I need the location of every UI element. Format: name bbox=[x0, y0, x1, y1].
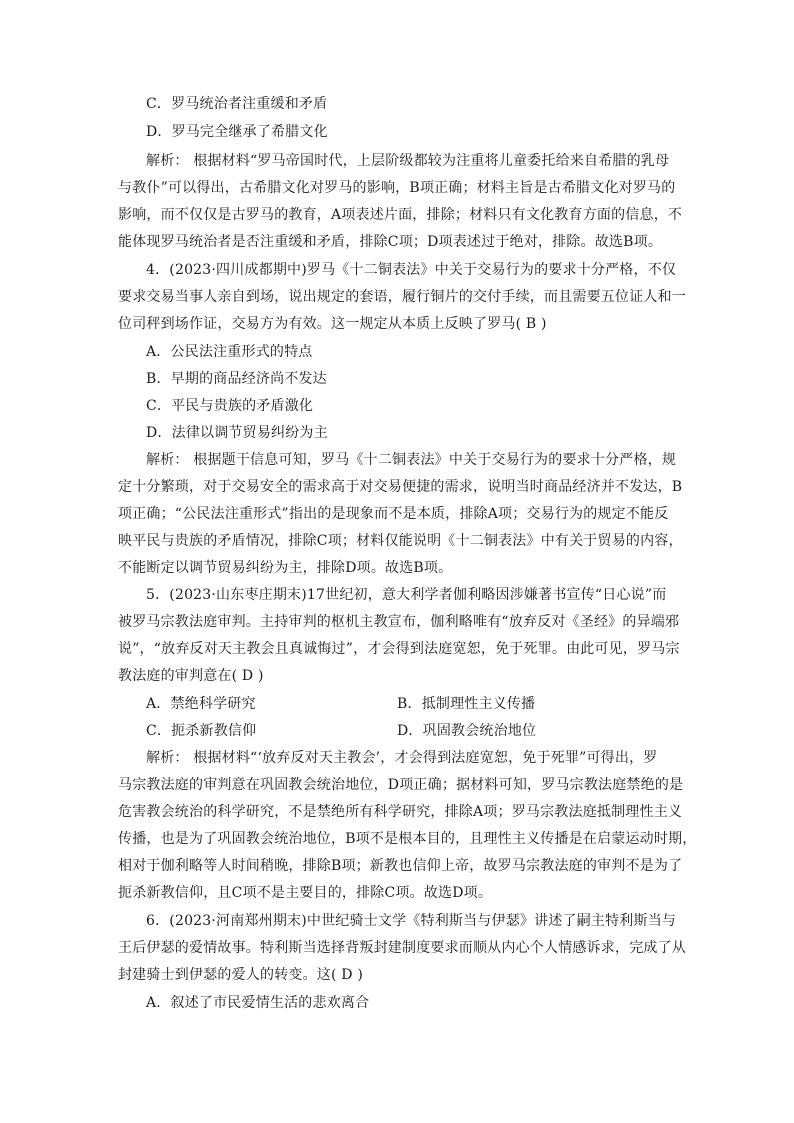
q5-stem-line: 被罗马宗教法庭审判。主持审判的枢机主教宣布，伽利略唯有“放弃反对《圣经》的异端邪 bbox=[118, 614, 680, 630]
q5-stem-line: 教法庭的审判意在( D ) bbox=[118, 668, 264, 684]
q4-analysis-line: 映平民与贵族的矛盾情况，排除C项；材料仅能说明《十二铜表法》中有关于贸易的内容， bbox=[118, 533, 683, 549]
q4-analysis-line: 定十分繁琐，对于交易安全的需求高于对交易便捷的需求，说明当时商品经济并不发达，B bbox=[118, 479, 683, 495]
q4-option-c: C．平民与贵族的矛盾激化 bbox=[146, 398, 314, 414]
q5-analysis-line: 马宗教法庭的审判意在巩固教会统治地位，D项正确；据材料可知，罗马宗教法庭禁绝的是 bbox=[118, 777, 684, 793]
q3-analysis-line: 与教仆”可以得出，古希腊文化对罗马的影响，B项正确；材料主旨是古希腊文化对罗马的 bbox=[118, 180, 676, 196]
q4-option-d: D．法律以调节贸易纠纷为主 bbox=[146, 425, 328, 441]
q4-stem-line: 位司秤到场作证，交易方为有效。这一规定从本质上反映了罗马( B ) bbox=[118, 316, 547, 332]
q4-analysis-line: 解析： 根据题干信息可知，罗马《十二铜表法》中关于交易行为的要求十分严格，规 bbox=[146, 452, 677, 468]
q4-analysis-line: 项正确；“公民法注重形式”指出的是现象而不是本质，排除A项；交易行为的规定不能反 bbox=[118, 506, 669, 522]
q6-stem-line: 6．(2023·河南郑州期末)中世纪骑士文学《特利斯当与伊瑟》讲述了嗣主特利斯当与 bbox=[146, 913, 677, 929]
q3-analysis-line: 影响，而不仅仅是古罗马的教育，A项表述片面，排除；材料只有文化教育方面的信息，不 bbox=[118, 207, 683, 223]
q5-analysis-line: 解析： 根据材料“‘放弃反对天主教会’，才会得到法庭宽恕，免于死罪”可得出，罗 bbox=[146, 750, 658, 766]
q5-option-c: C．扼杀新教信仰 bbox=[146, 723, 257, 739]
q3-analysis-line: 解析： 根据材料“罗马帝国时代，上层阶级都较为注重将儿童委托给来自希腊的乳母 bbox=[146, 153, 670, 169]
q5-stem-line: 5．(2023·山东枣庄期末)17世纪初，意大利学者伽利略因涉嫌著书宣传“日心说”而 bbox=[146, 587, 667, 603]
q3-option-c: C．罗马统治者注重缓和矛盾 bbox=[146, 96, 328, 112]
q3-option-d: D．罗马完全继承了希腊文化 bbox=[146, 124, 328, 140]
q5-analysis-line: 扼杀新教信仰，且C项不是主要目的，排除C项。故选D项。 bbox=[118, 885, 493, 901]
q4-option-b: B．早期的商品经济尚不发达 bbox=[146, 371, 327, 387]
q4-stem-line: 要求交易当事人亲自到场，说出规定的套语，履行铜片的交付手续，而且需要五位证人和一 bbox=[118, 289, 686, 305]
q4-analysis-line: 不能断定以调节贸易纠纷为主，排除D项。故选B项。 bbox=[118, 560, 453, 576]
q5-analysis-line: 相对于伽利略等人时间稍晚，排除B项；新教也信仰上帝，故罗马宗教法庭的审判不是为了 bbox=[118, 858, 683, 874]
q5-stem-line: 说”，“放弃反对天主教会且真诚悔过”，才会得到法庭宽恕，免于死罪。由此可见，罗马宗 bbox=[118, 641, 680, 657]
q5-analysis-line: 危害教会统治的科学研究，不是禁绝所有科学研究，排除A项；罗马宗教法庭抵制理性主义 bbox=[118, 804, 683, 820]
q6-option-a: A．叙述了市民爱情生活的悲欢离合 bbox=[146, 995, 370, 1011]
q6-stem-line: 王后伊瑟的爱情故事。特利斯当选择背叛封建制度要求而顺从内心个人情感诉求，完成了从 bbox=[118, 940, 686, 956]
q5-option-d: D．巩固教会统治地位 bbox=[397, 723, 537, 739]
q4-option-a: A．公民法注重形式的特点 bbox=[146, 344, 313, 360]
q5-analysis-line: 传播，也是为了巩固教会统治地位，B项不是根本目的，且理性主义传播是在启蒙运动时期， bbox=[118, 831, 697, 847]
q3-analysis-line: 能体现罗马统治者是否注重缓和矛盾，排除C项；D项表述过于绝对，排除。故选B项。 bbox=[118, 234, 663, 250]
q6-stem-line: 封建骑士到伊瑟的爱人的转变。这( D ) bbox=[118, 967, 364, 983]
q5-option-a: A．禁绝科学研究 bbox=[146, 696, 256, 712]
q4-stem-line: 4．(2023·四川成都期中)罗马《十二铜表法》中关于交易行为的要求十分严格，不仅 bbox=[146, 262, 677, 278]
q5-option-b: B．抵制理性主义传播 bbox=[397, 696, 536, 712]
